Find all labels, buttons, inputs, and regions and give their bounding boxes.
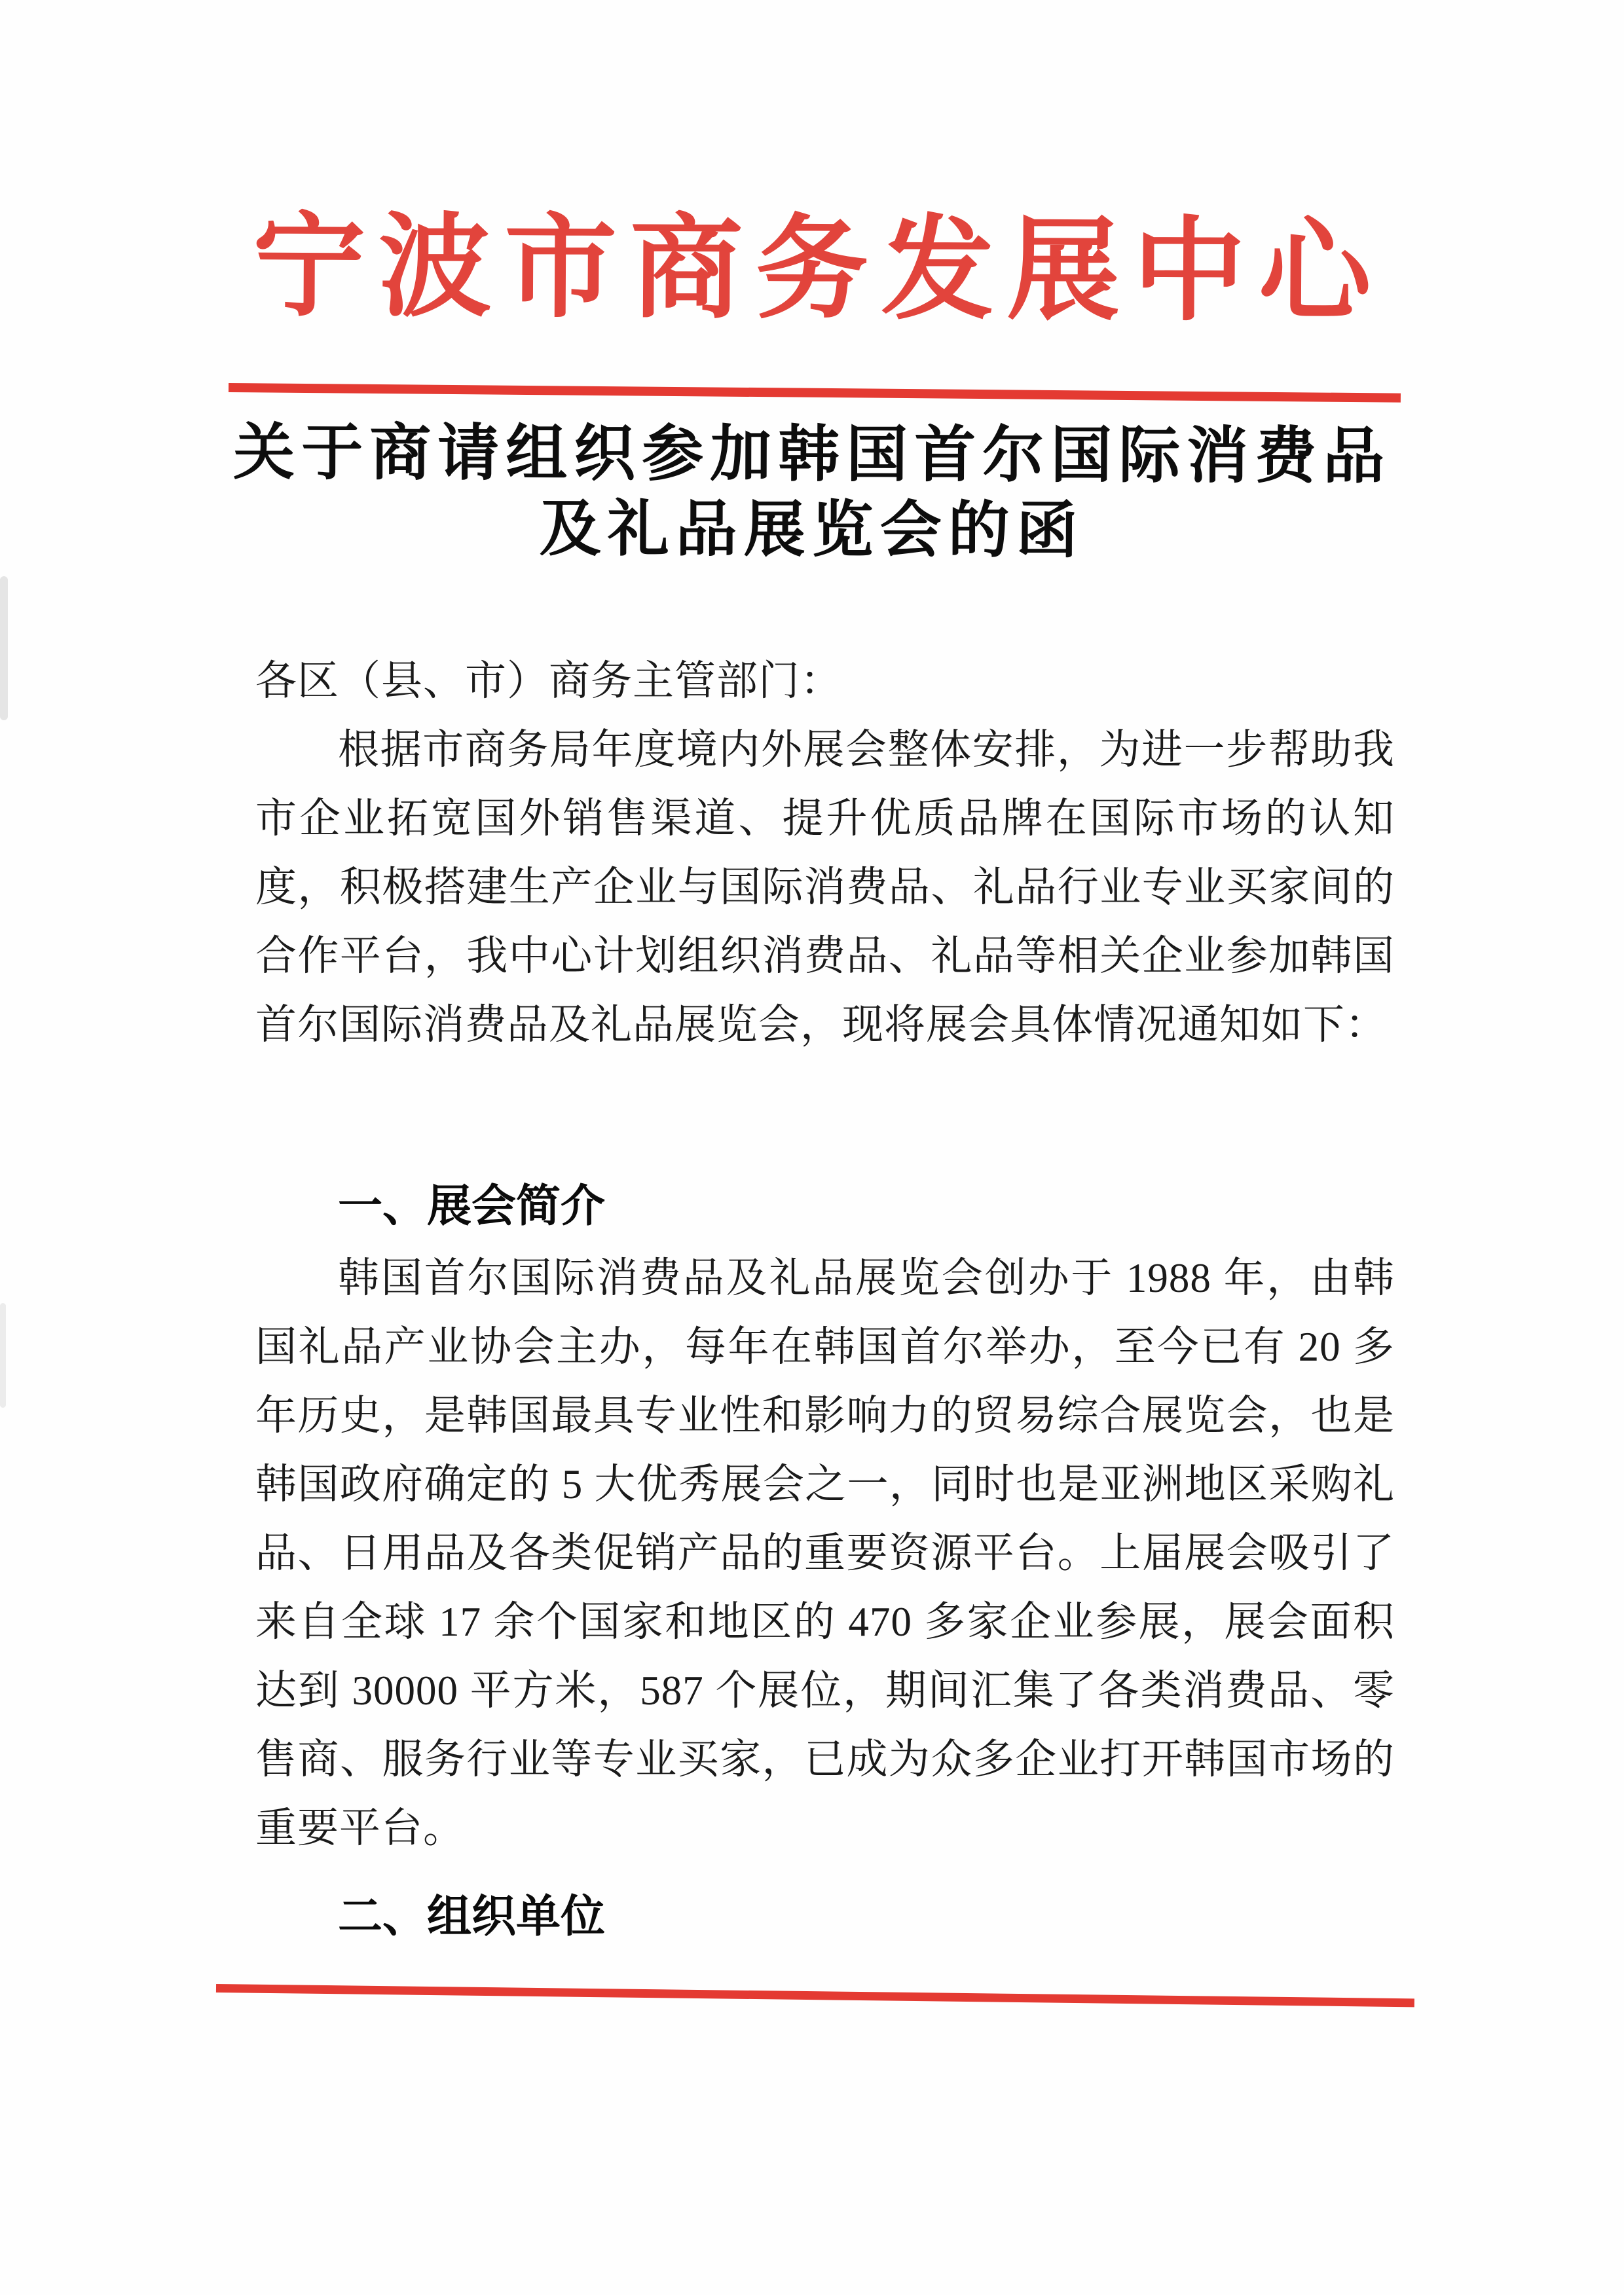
salutation: 各区（县、市）商务主管部门： [255, 658, 842, 704]
paragraph-exhibition-details: 韩国首尔国际消费品及礼品展览会创办于 1988 年，由韩国礼品产业协会主办，每年在韩国首尔举办，至今已有 20 多年历史，是韩国最具专业性和影响力的贸易综合展览会，也是韩国政府确定的 5 大优秀展会之一，同时也是亚洲地区采购礼品、日用品及各类促销产品的重要资源平台。上届展会吸引了来自全球 17 余个国家和地区的 470 多家企业参展，展会面积达到 30000 平方米，587 个展位，期间汇集了各类消费品、零售商、服务行业等专业买家，已成为众多企业打开韩国市场的重要平台。 [255, 1255, 1395, 1851]
document-title [0, 415, 1624, 572]
scan-smudge-left-lower [0, 1303, 6, 1408]
section-heading-exhibition-intro: 一、展会简介 [338, 1181, 606, 1231]
document-title-line1: 关于商请组织参加韩国首尔国际消费品 [233, 418, 1392, 492]
paragraph-introduction: 根据市商务局年度境内外展会整体安排，为进一步帮助我市企业拓宽国外销售渠道、提升优质品牌在国际市场的认知度，积极搭建生产企业与国际消费品、礼品行业专业买家间的合作平台，我中心计划组织消费品、礼品等相关企业参加韩国首尔国际消费品及礼品展览会，现将展会具体情况通知如下： [255, 727, 1395, 1048]
document-title-line2: 及礼品展览会的函 [539, 495, 1084, 566]
footer-red-rule [216, 1984, 1414, 2007]
scan-smudge-left-upper [0, 576, 8, 720]
letterhead-title: 宁波市商务发展中心 [252, 205, 1385, 336]
letterhead-red-rule [229, 383, 1401, 403]
section-heading-organizers: 二、组织单位 [338, 1892, 606, 1941]
